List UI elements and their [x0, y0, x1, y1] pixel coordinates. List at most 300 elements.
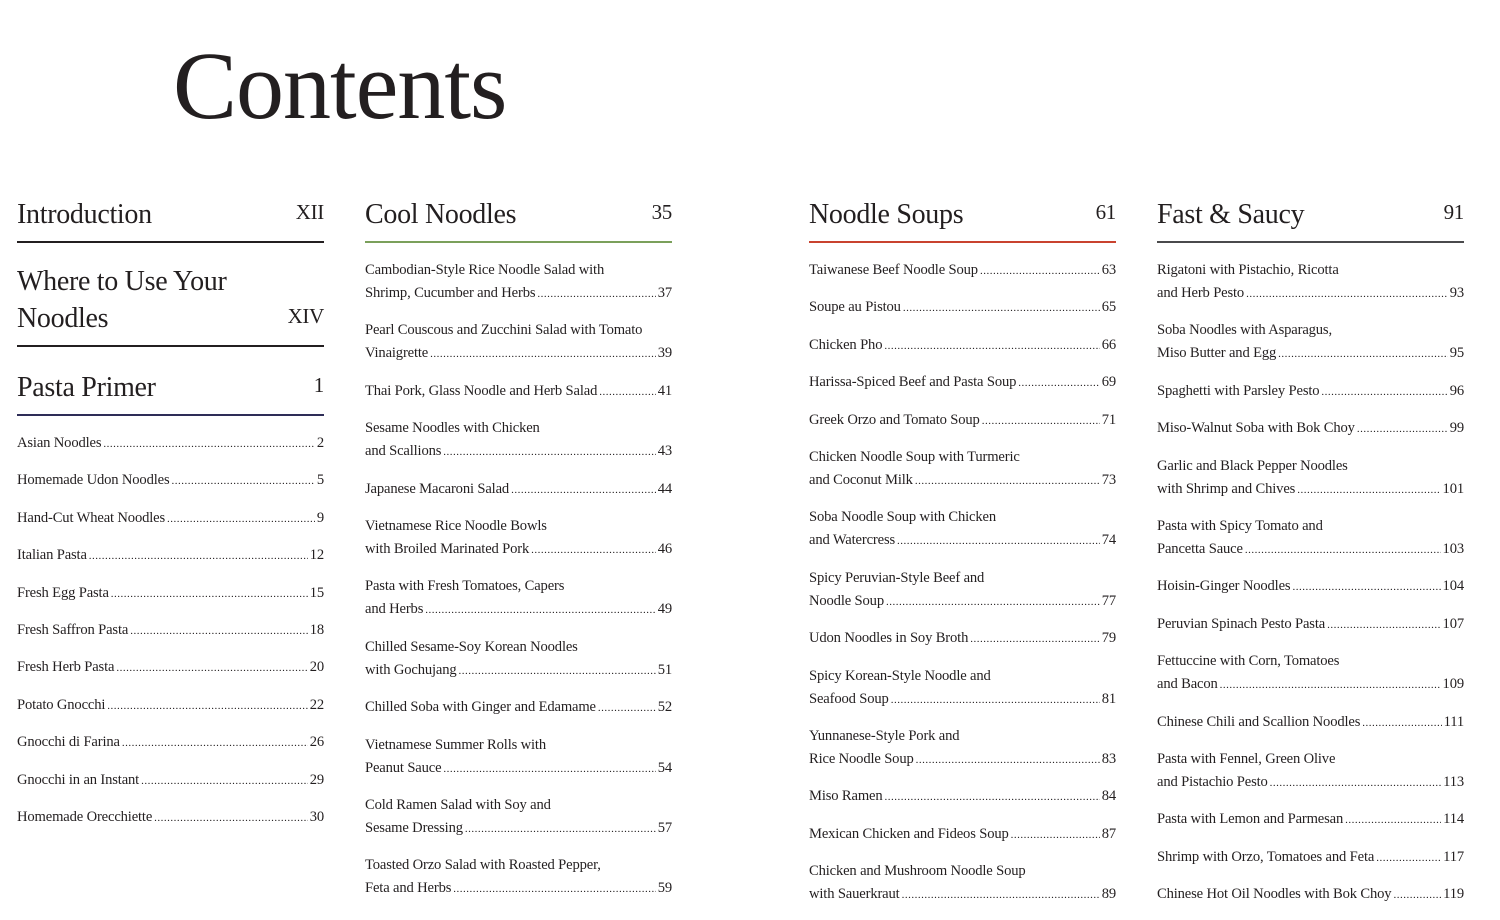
entry-page-number: 20 — [309, 659, 324, 676]
page-title: Contents — [173, 32, 507, 139]
entry-page-number: 89 — [1101, 886, 1116, 903]
entry-last-line — [365, 440, 672, 464]
dot-leader — [167, 507, 315, 531]
entry-last-line — [17, 656, 324, 680]
toc-entry[interactable] — [17, 582, 324, 606]
entry-last-line — [365, 342, 672, 366]
dot-leader — [916, 748, 1100, 772]
entry-page-number: 12 — [309, 547, 324, 564]
entry-title-line: Thai Pork, Glass Noodle and Herb Salad — [365, 382, 598, 399]
entry-page-number: 111 — [1443, 713, 1464, 730]
section-title-line: Cool Noodles — [365, 199, 517, 230]
entry-page-number: 104 — [1442, 578, 1464, 595]
entry-title-line: and Herb Pesto — [1157, 285, 1245, 301]
toc-entry[interactable] — [365, 734, 672, 781]
entry-page-number: 49 — [657, 601, 672, 618]
dot-leader — [1376, 846, 1441, 870]
dot-leader — [884, 334, 1099, 358]
entry-last-line — [365, 817, 672, 841]
entry-title-line: and Bacon — [1157, 676, 1218, 693]
entry-page-number: 103 — [1442, 540, 1464, 557]
dot-leader — [1292, 575, 1440, 599]
entry-last-line — [809, 296, 1116, 320]
entry-last-line — [365, 598, 672, 622]
entry-title-line: Fresh Saffron Pasta — [17, 621, 129, 638]
entry-last-line — [809, 688, 1116, 712]
toc-entry[interactable] — [365, 854, 672, 901]
dot-leader — [1393, 883, 1441, 907]
entry-title-line: Fettuccine with Corn, Tomatoes — [1157, 653, 1340, 670]
entry-title-line: and Watercress — [809, 532, 896, 549]
toc-entry[interactable] — [17, 694, 324, 718]
entry-title-line: Chinese Chili and Scallion Noodles — [1157, 713, 1361, 730]
entry-title-line: and Pistachio Pesto — [1157, 773, 1268, 790]
section-page-number: 61 — [1095, 200, 1116, 224]
dot-leader — [1297, 478, 1440, 502]
entry-last-line — [809, 409, 1116, 433]
entry-last-line — [365, 538, 672, 562]
toc-entry[interactable] — [17, 656, 324, 680]
toc-entry[interactable] — [17, 806, 324, 830]
entry-last-line — [1157, 380, 1464, 404]
entry-title-line: Spicy Peruvian-Style Beef and — [809, 569, 985, 586]
entry-title-line: Chicken Pho — [809, 336, 883, 353]
entry-title-line: Peruvian Spinach Pesto Pasta — [1157, 615, 1326, 632]
entry-page-number: 114 — [1443, 811, 1464, 828]
dot-leader — [430, 342, 656, 366]
entry-last-line — [1157, 613, 1464, 637]
toc-entry[interactable] — [1157, 748, 1464, 795]
toc-entry[interactable] — [365, 259, 672, 306]
toc-entry[interactable] — [17, 507, 324, 531]
entry-title-line: with Shrimp and Chives — [1157, 480, 1296, 497]
entry-title-line: Soba Noodle Soup with Chicken — [809, 509, 996, 526]
dot-leader — [425, 598, 655, 622]
entry-last-line — [365, 696, 672, 720]
toc-entry[interactable] — [17, 769, 324, 793]
entry-title-line: Miso-Walnut Soba with Bok Choy — [1157, 420, 1355, 437]
entry-title-line: Mexican Chicken and Fideos Soup — [809, 825, 1009, 842]
section-title-line: Introduction — [17, 199, 152, 230]
dot-leader — [980, 259, 1100, 283]
dot-leader — [172, 469, 315, 493]
entry-title-line: Sesame Noodles with Chicken — [365, 420, 540, 437]
toc-entry[interactable] — [809, 567, 1116, 614]
entry-last-line — [809, 785, 1116, 809]
dot-leader — [141, 769, 308, 793]
toc-entry[interactable] — [17, 469, 324, 493]
entry-page-number: 109 — [1442, 676, 1464, 693]
entry-page-number: 44 — [657, 480, 672, 497]
entry-last-line — [1157, 771, 1464, 795]
dot-leader — [89, 544, 308, 568]
entry-page-number: 84 — [1101, 788, 1116, 805]
toc-entry-list — [365, 259, 672, 901]
toc-entry[interactable] — [17, 544, 324, 568]
entry-title-line: Hoisin-Ginger Noodles — [1157, 578, 1291, 595]
toc-entry[interactable] — [809, 665, 1116, 712]
entry-title-line: Italian Pasta — [17, 547, 87, 564]
entry-title-line: Pasta with Fresh Tomatoes, Capers — [365, 578, 565, 595]
entry-last-line — [809, 259, 1116, 283]
entry-title-line: Homemade Udon Noodles — [17, 472, 170, 489]
entry-page-number: 46 — [657, 540, 672, 557]
dot-leader — [897, 529, 1100, 553]
entry-title-line: Japanese Macaroni Salad — [365, 480, 510, 497]
toc-entry[interactable] — [1157, 259, 1464, 306]
section-heading[interactable] — [809, 194, 1116, 243]
entry-title-line: and Coconut Milk — [809, 471, 913, 488]
entry-title-line: Fresh Egg Pasta — [17, 584, 109, 601]
entry-page-number: 93 — [1449, 285, 1464, 301]
section-title — [1157, 196, 1304, 233]
dot-leader — [443, 440, 655, 464]
entry-title-line: Pasta with Fennel, Green Olive — [1157, 750, 1336, 767]
entry-page-number: 63 — [1101, 262, 1116, 278]
entry-title-line: Udon Noodles in Soy Broth — [809, 630, 969, 647]
entry-last-line — [1157, 538, 1464, 562]
dot-leader — [1018, 371, 1099, 395]
entry-page-number: 99 — [1449, 420, 1464, 437]
dot-leader — [1246, 282, 1448, 306]
entry-title-line: Chicken Noodle Soup with Turmeric — [809, 448, 1020, 465]
entry-page-number: 83 — [1101, 750, 1116, 767]
entry-page-number: 57 — [657, 819, 672, 836]
entry-last-line — [17, 544, 324, 568]
dot-leader — [537, 282, 655, 306]
entry-page-number: 96 — [1449, 382, 1464, 399]
entry-title-line: Homemade Orecchiette — [17, 808, 153, 825]
toc-column-4 — [1157, 194, 1464, 920]
toc-entry[interactable] — [1157, 319, 1464, 366]
section-page-number: 1 — [313, 373, 324, 397]
entry-page-number: 29 — [309, 771, 324, 788]
entry-page-number: 22 — [309, 696, 324, 713]
entry-last-line — [1157, 846, 1464, 870]
toc-entry[interactable] — [809, 334, 1116, 358]
dot-leader — [511, 478, 656, 502]
dot-leader — [915, 469, 1100, 493]
entry-title-line: Shrimp, Cucumber and Herbs — [365, 285, 536, 301]
entry-last-line — [17, 619, 324, 643]
entry-last-line — [365, 478, 672, 502]
entry-title-line: Pancetta Sauce — [1157, 540, 1243, 557]
entry-title-line: Shrimp with Orzo, Tomatoes and Feta — [1157, 848, 1375, 865]
entry-last-line — [1157, 883, 1464, 907]
section-heading[interactable] — [1157, 194, 1464, 243]
dot-leader — [1357, 417, 1448, 441]
section-title — [809, 196, 963, 233]
dot-leader — [1011, 823, 1100, 847]
entry-page-number: 79 — [1101, 630, 1116, 647]
entry-title-line: Rigatoni with Pistachio, Ricotta — [1157, 262, 1339, 278]
entry-page-number: 9 — [316, 509, 324, 526]
toc-entry[interactable] — [17, 432, 324, 456]
entry-last-line — [809, 748, 1116, 772]
entry-title-line: Garlic and Black Pepper Noodles — [1157, 457, 1348, 474]
toc-entry[interactable] — [809, 371, 1116, 395]
entry-title-line: Noodle Soup — [809, 592, 884, 609]
toc-entry[interactable] — [17, 731, 324, 755]
section-title-line: Noodles — [17, 303, 109, 334]
entry-last-line — [1157, 478, 1464, 502]
dot-leader — [885, 785, 1100, 809]
entry-title-line: Hand-Cut Wheat Noodles — [17, 509, 166, 526]
entry-last-line — [17, 469, 324, 493]
section-heading[interactable] — [17, 367, 324, 416]
entry-page-number: 43 — [657, 443, 672, 460]
toc-entry[interactable] — [809, 506, 1116, 553]
entry-last-line — [809, 627, 1116, 651]
entry-title-line: with Broiled Marinated Pork — [365, 540, 530, 557]
toc-entry[interactable] — [1157, 650, 1464, 697]
entry-last-line — [809, 371, 1116, 395]
entry-title-line: Soba Noodles with Asparagus, — [1157, 322, 1332, 339]
entry-page-number: 81 — [1101, 690, 1116, 707]
entry-last-line — [809, 469, 1116, 493]
dot-leader — [116, 656, 307, 680]
toc-entry[interactable] — [809, 823, 1116, 847]
entry-last-line — [365, 380, 672, 404]
entry-page-number: 101 — [1442, 480, 1464, 497]
toc-entry[interactable] — [365, 478, 672, 502]
toc-entry[interactable] — [1157, 883, 1464, 907]
entry-title-line: Pasta with Spicy Tomato and — [1157, 517, 1323, 534]
entry-page-number: 65 — [1101, 299, 1116, 316]
section-heading[interactable] — [365, 194, 672, 243]
entry-last-line — [809, 590, 1116, 614]
entry-page-number: 73 — [1101, 471, 1116, 488]
dot-leader — [1220, 673, 1441, 697]
toc-entry[interactable] — [809, 725, 1116, 772]
entry-title-line: Vinaigrette — [365, 345, 429, 362]
toc-entry[interactable] — [17, 619, 324, 643]
toc-column-3 — [809, 194, 1116, 920]
toc-entry[interactable] — [365, 380, 672, 404]
dot-leader — [111, 582, 308, 606]
toc-entry[interactable] — [365, 696, 672, 720]
entry-last-line — [17, 432, 324, 456]
section-title-line: Pasta Primer — [17, 372, 156, 403]
dot-leader — [130, 619, 308, 643]
entry-title-line: Chilled Sesame-Soy Korean Noodles — [365, 638, 578, 655]
toc-entry[interactable] — [1157, 380, 1464, 404]
dot-leader — [982, 409, 1100, 433]
dot-leader — [1245, 538, 1441, 562]
entry-title-line: Miso Butter and Egg — [1157, 345, 1277, 362]
entry-last-line — [17, 507, 324, 531]
toc-entry[interactable] — [1157, 846, 1464, 870]
entry-title-line: Taiwanese Beef Noodle Soup — [809, 262, 978, 278]
dot-leader — [531, 538, 656, 562]
toc-entry[interactable] — [1157, 711, 1464, 735]
entry-title-line: Sesame Dressing — [365, 819, 463, 836]
toc-entry[interactable] — [1157, 808, 1464, 832]
dot-leader — [1278, 342, 1448, 366]
entry-page-number: 52 — [657, 699, 672, 716]
dot-leader — [1321, 380, 1447, 404]
dot-leader — [1270, 771, 1441, 795]
entry-page-number: 119 — [1443, 886, 1464, 903]
section-page-number: XIV — [287, 304, 324, 328]
toc-entry[interactable] — [365, 319, 672, 366]
toc-entry[interactable] — [809, 785, 1116, 809]
toc-entry[interactable] — [365, 417, 672, 464]
toc-entry[interactable] — [365, 515, 672, 562]
entry-page-number: 66 — [1101, 336, 1116, 353]
entry-page-number: 54 — [657, 759, 672, 776]
entry-page-number: 107 — [1442, 615, 1464, 632]
entry-title-line: Cold Ramen Salad with Soy and — [365, 796, 551, 813]
section-heading[interactable] — [17, 263, 324, 347]
entry-title-line: Spicy Korean-Style Noodle and — [809, 667, 991, 684]
entry-page-number: 41 — [657, 382, 672, 399]
entry-page-number: 15 — [309, 584, 324, 601]
toc-entry[interactable] — [1157, 515, 1464, 562]
toc-entry[interactable] — [1157, 613, 1464, 637]
dot-leader — [903, 296, 1100, 320]
entry-last-line — [1157, 711, 1464, 735]
dot-leader — [1327, 613, 1440, 637]
entry-title-line: Peanut Sauce — [365, 759, 442, 776]
entry-title-line: with Sauerkraut — [809, 886, 900, 903]
section-title-line: Noodle Soups — [809, 199, 964, 230]
entry-title-line: Greek Orzo and Tomato Soup — [809, 411, 980, 428]
entry-page-number: 37 — [657, 285, 672, 301]
entry-page-number: 71 — [1101, 411, 1116, 428]
dot-leader — [970, 627, 1099, 651]
entry-title-line: and Herbs — [365, 601, 424, 618]
entry-last-line — [17, 694, 324, 718]
entry-page-number: 26 — [309, 734, 324, 751]
entry-last-line — [1157, 282, 1464, 306]
entry-last-line — [17, 582, 324, 606]
toc-entry[interactable] — [1157, 417, 1464, 441]
entry-title-line: Harissa-Spiced Beef and Pasta Soup — [809, 374, 1017, 391]
entry-page-number: 30 — [309, 808, 324, 825]
toc-entry[interactable] — [365, 636, 672, 683]
dot-leader — [453, 877, 655, 901]
toc-entry[interactable] — [1157, 575, 1464, 599]
section-title-line: Where to Use Your — [17, 266, 227, 297]
entry-last-line — [365, 282, 672, 306]
entry-last-line — [365, 757, 672, 781]
entry-last-line — [17, 806, 324, 830]
entry-last-line — [1157, 575, 1464, 599]
toc-entry[interactable] — [809, 627, 1116, 651]
section-title — [17, 263, 227, 337]
entry-page-number: 117 — [1443, 848, 1464, 865]
entry-title-line: Vietnamese Rice Noodle Bowls — [365, 517, 547, 534]
entry-last-line — [17, 769, 324, 793]
entry-last-line — [809, 823, 1116, 847]
entry-title-line: Miso Ramen — [809, 788, 883, 805]
entry-page-number: 69 — [1101, 374, 1116, 391]
dot-leader — [465, 817, 656, 841]
toc-column-1 — [17, 194, 324, 843]
toc-entry[interactable] — [365, 575, 672, 622]
dot-leader — [886, 590, 1100, 614]
entry-page-number: 2 — [316, 435, 324, 451]
entry-last-line — [1157, 808, 1464, 832]
entry-title-line: Potato Gnocchi — [17, 696, 106, 713]
section-heading[interactable] — [17, 194, 324, 243]
entry-title-line: Soupe au Pistou — [809, 299, 901, 316]
dot-leader — [443, 757, 655, 781]
entry-page-number: 95 — [1449, 345, 1464, 362]
entry-title-line: and Scallions — [365, 443, 442, 460]
entry-title-line: Feta and Herbs — [365, 880, 452, 897]
dot-leader — [107, 694, 307, 718]
entry-last-line — [809, 529, 1116, 553]
entry-last-line — [365, 877, 672, 901]
entry-last-line — [1157, 417, 1464, 441]
dot-leader — [103, 432, 314, 456]
entry-last-line — [17, 731, 324, 755]
entry-page-number: 39 — [657, 345, 672, 362]
entry-title-line: Yunnanese-Style Pork and — [809, 727, 960, 744]
toc-entry[interactable] — [809, 409, 1116, 433]
dot-leader — [598, 696, 656, 720]
entry-title-line: Chinese Hot Oil Noodles with Bok Choy — [1157, 886, 1392, 903]
entry-page-number: 77 — [1101, 592, 1116, 609]
section-title — [17, 196, 152, 233]
toc-column-2 — [365, 194, 672, 915]
toc-entry[interactable] — [365, 794, 672, 841]
toc-entry[interactable] — [809, 259, 1116, 283]
entry-page-number: 113 — [1443, 773, 1464, 790]
entry-title-line: Gnocchi in an Instant — [17, 771, 140, 788]
entry-last-line — [809, 334, 1116, 358]
entry-title-line: Cambodian-Style Rice Noodle Salad with — [365, 262, 605, 278]
entry-title-line: Chilled Soba with Ginger and Edamame — [365, 699, 596, 716]
entry-title-line: with Gochujang — [365, 661, 457, 678]
toc-entry[interactable] — [1157, 455, 1464, 502]
dot-leader — [1345, 808, 1441, 832]
dot-leader — [459, 659, 656, 683]
dot-leader — [891, 688, 1100, 712]
entry-page-number: 5 — [316, 472, 324, 489]
toc-entry-list — [17, 432, 324, 830]
entry-page-number: 51 — [657, 661, 672, 678]
entry-title-line: Vietnamese Summer Rolls with — [365, 736, 546, 753]
section-title-line: Fast & Saucy — [1157, 199, 1305, 230]
entry-page-number: 74 — [1101, 532, 1116, 549]
dot-leader — [154, 806, 308, 830]
toc-entry[interactable] — [809, 446, 1116, 493]
entry-title-line: Toasted Orzo Salad with Roasted Pepper, — [365, 857, 601, 874]
entry-last-line — [365, 659, 672, 683]
toc-entry-list — [1157, 259, 1464, 907]
section-page-number: 35 — [651, 200, 672, 224]
entry-page-number: 59 — [657, 880, 672, 897]
toc-entry[interactable] — [809, 860, 1116, 907]
entry-title-line: Pearl Couscous and Zucchini Salad with Tomato — [365, 322, 643, 339]
dot-leader — [599, 380, 655, 404]
entry-last-line — [809, 883, 1116, 907]
dot-leader — [1362, 711, 1441, 735]
entry-title-line: Chicken and Mushroom Noodle Soup — [809, 863, 1026, 880]
entry-title-line: Rice Noodle Soup — [809, 750, 914, 767]
toc-entry[interactable] — [809, 296, 1116, 320]
entry-title-line: Seafood Soup — [809, 690, 889, 707]
section-title — [365, 196, 516, 233]
dot-leader — [902, 883, 1100, 907]
section-title — [17, 369, 156, 406]
toc-entry-list — [809, 259, 1116, 907]
entry-last-line — [1157, 673, 1464, 697]
entry-page-number: 18 — [309, 621, 324, 638]
